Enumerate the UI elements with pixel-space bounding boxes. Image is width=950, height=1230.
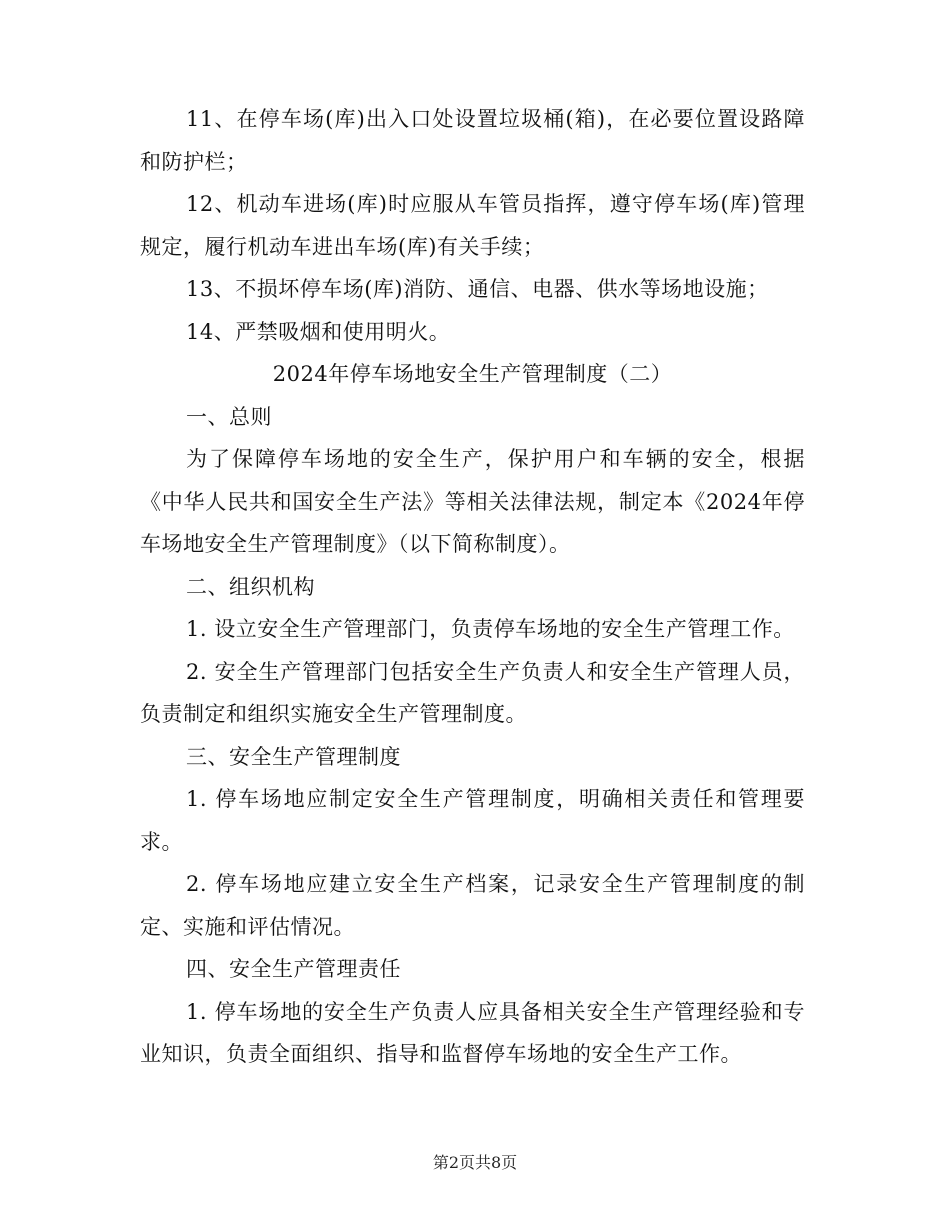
section-heading-responsibility: 四、安全生产管理责任 bbox=[186, 957, 401, 981]
paragraph-item-13: 13、不损坏停车场(库)消防、通信、电器、供水等场地设施； bbox=[186, 277, 769, 301]
page-footer: 第2页共8页 bbox=[432, 1153, 518, 1172]
section-heading-general: 一、总则 bbox=[186, 404, 272, 429]
paragraph-responsibility-1: 1. 停车场地的安全生产负责人应具备相关安全生产管理经验和专业知识，负责全面组织、指导和监督停车场地的安全生产工作。 bbox=[140, 999, 805, 1066]
paragraph-org-1: 1. 设立安全生产管理部门，负责停车场地的安全生产管理工作。 bbox=[186, 617, 795, 641]
section-heading-organization: 二、组织机构 bbox=[186, 574, 315, 599]
paragraph-item-11: 11、在停车场(库)出入口处设置垃圾桶(箱)，在必要位置设路障和防护栏； bbox=[140, 107, 805, 174]
section-heading-system: 三、安全生产管理制度 bbox=[186, 744, 401, 769]
paragraph-item-12: 12、机动车进场(库)时应服从车管员指挥，遵守停车场(库)管理规定，履行机动车进出车场(库)有关手续； bbox=[140, 192, 805, 259]
document-body bbox=[140, 98, 805, 1076]
paragraph-system-1: 1. 停车场地应制定安全生产管理制度，明确相关责任和管理要求。 bbox=[140, 787, 805, 854]
paragraph-org-2: 2. 安全生产管理部门包括安全生产负责人和安全生产管理人员，负责制定和组织实施安全生产管理制度。 bbox=[140, 659, 805, 726]
paragraph-item-14: 14、严禁吸烟和使用明火。 bbox=[186, 319, 451, 344]
paragraph-purpose: 为了保障停车场地的安全生产，保护用户和车辆的安全，根据《中华人民共和国安全生产法》等相关法律法规，制定本《2024年停车场地安全生产管理制度》（以下简称制度）。 bbox=[140, 447, 805, 556]
section-title: 2024年停车场地安全生产管理制度（二） bbox=[272, 362, 673, 386]
paragraph-system-2: 2. 停车场地应建立安全生产档案，记录安全生产管理制度的制定、实施和评估情况。 bbox=[140, 872, 805, 939]
